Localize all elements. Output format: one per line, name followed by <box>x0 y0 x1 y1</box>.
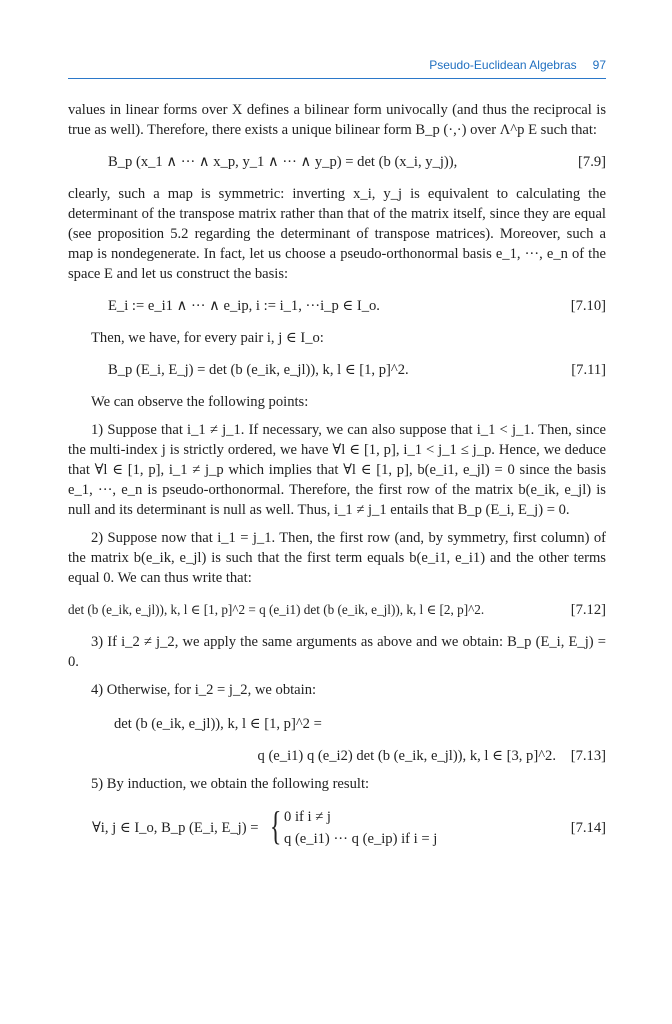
equation-7-14-lhs: ∀i, j ∈ I_o, B_p (E_i, E_j) = <box>92 820 259 836</box>
equation-7-14-case-2: q (e_i1) ··· q (e_ip) if i = j <box>284 831 438 847</box>
equation-7-13-line-1: det (b (e_ik, e_jl)), k, l ∈ [1, p]^2 = <box>114 716 322 732</box>
equation-7-13-label: [7.13] <box>570 748 606 764</box>
equation-7-14 <box>68 803 606 850</box>
paragraph-8: 4) Otherwise, for i_2 = j_2, we obtain: <box>91 682 317 698</box>
equation-7-12-label: [7.12] <box>570 602 606 618</box>
equation-7-9 <box>68 152 606 174</box>
equation-7-10 <box>68 296 606 318</box>
page-body <box>68 100 606 856</box>
equation-7-14-case-1: 0 if i ≠ j <box>284 809 331 825</box>
equation-7-12 <box>68 600 606 622</box>
paragraph-7: 3) If i_2 ≠ j_2, we apply the same arguments as above and we obtain: B_p (E_i, E_j) = 0. <box>68 634 606 670</box>
cases-brace: { <box>269 803 282 848</box>
equation-7-11 <box>68 360 606 382</box>
page-number: 97 <box>592 58 606 72</box>
paragraph-9: 5) By induction, we obtain the following result: <box>91 776 370 792</box>
paragraph-3: Then, we have, for every pair i, j ∈ I_o: <box>91 330 324 346</box>
running-header <box>68 54 606 79</box>
paragraph-6: 2) Suppose now that i_1 = j_1. Then, the first row (and, by symmetry, first column) of the matrix b(e_ik, e_jl) is such that the first term equals b(e_i1, e_i1) and the other terms equal 0. We can thus write that: <box>68 530 606 586</box>
equation-7-10-body: E_i := e_i1 ∧ ··· ∧ e_ip, i := i_1, ···i_p ∈ I_o. <box>108 298 380 314</box>
equation-7-9-body: B_p (x_1 ∧ ··· ∧ x_p, y_1 ∧ ··· ∧ y_p) = det (b (x_i, y_j)), <box>108 154 458 170</box>
equation-7-11-body: B_p (E_i, E_j) = det (b (e_ik, e_jl)), k, l ∈ [1, p]^2. <box>108 362 409 378</box>
equation-7-10-label: [7.10] <box>570 298 606 314</box>
paragraph-4: We can observe the following points: <box>91 394 309 410</box>
equation-7-12-body: det (b (e_ik, e_jl)), k, l ∈ [1, p]^2 = q (e_i1) det (b (e_ik, e_jl)), k, l ∈ [2, p]^2. <box>68 602 485 617</box>
equation-7-13-line-2: q (e_i1) q (e_i2) det (b (e_ik, e_jl)), k, l ∈ [3, p]^2. <box>257 748 556 764</box>
paragraph-1: values in linear forms over X defines a bilinear form univocally (and thus the reciprocal is true as well). Therefore, there exists a unique bilinear form B_p (·,·) over Λ^p E such that: <box>68 102 606 138</box>
equation-7-13 <box>68 710 606 766</box>
equation-7-11-label: [7.11] <box>571 362 606 378</box>
equation-7-14-label: [7.14] <box>570 820 606 836</box>
header-title: Pseudo-Euclidean Algebras <box>429 58 577 72</box>
equation-7-9-label: [7.9] <box>578 154 606 170</box>
paragraph-2: clearly, such a map is symmetric: inverting x_i, y_j is equivalent to calculating the determinant of the transpose matrix rather than that of the matrix itself, since they are equal (see proposition 5.2 regarding the determinant of transpose matrices). Moreover, such a map is nondegenerate. In fact, let us choose a pseudo-orthonormal basis e_1, ···, e_n of the space E and let us construct the basis: <box>68 186 606 282</box>
paragraph-5: 1) Suppose that i_1 ≠ j_1. If necessary, we can also suppose that i_1 < j_1. Then, since the multi-index j is strictly ordered, we have ∀l ∈ [1, p], i_1 < j_1 ≤ j_p. Hence, we deduce that ∀l ∈ [1, p], i_1 ≠ j_p which implies that ∀l ∈ [1, p], b(e_i1, e_jl) = 0 since the basis e_1, ···, e_n is pseudo-orthonormal. Therefore, the first row of the matrix b(e_ik, e_jl) is null and its determinant is null as well. Thus, i_1 ≠ j_1 entails that B_p (E_i, E_j) = 0. <box>68 422 606 518</box>
